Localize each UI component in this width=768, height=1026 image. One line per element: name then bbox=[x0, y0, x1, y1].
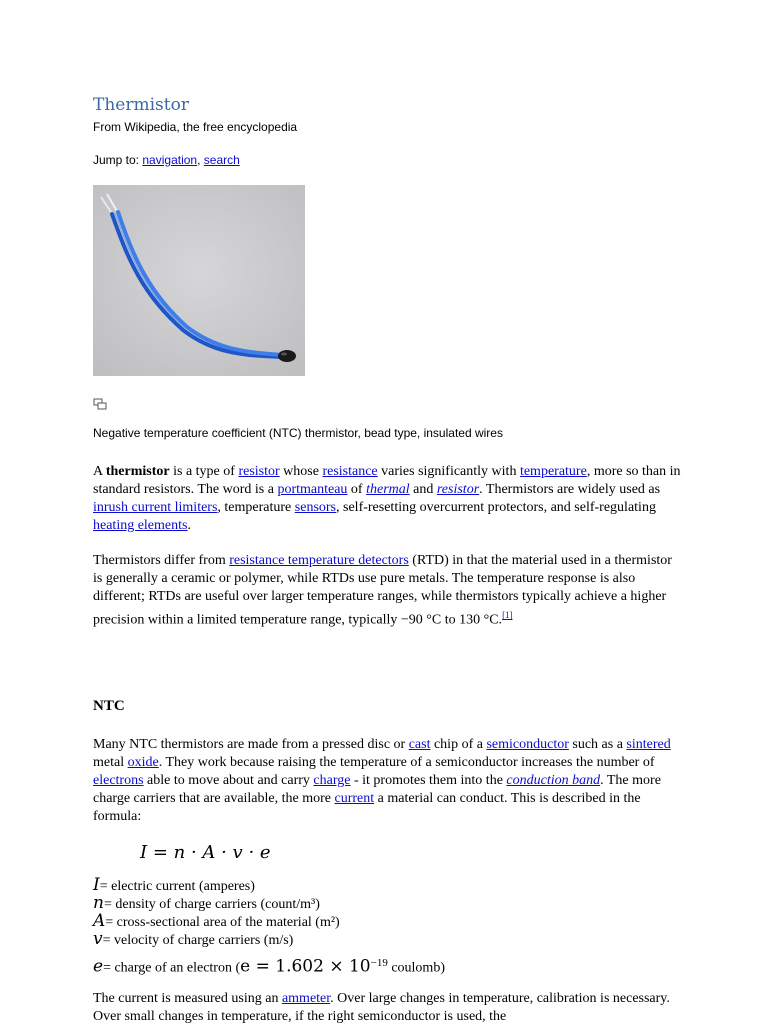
conduction-band-link[interactable]: conduction band bbox=[506, 773, 601, 788]
portmanteau-link[interactable]: portmanteau bbox=[277, 482, 348, 497]
jump-separator: , bbox=[197, 153, 201, 167]
thermistor-photo[interactable] bbox=[93, 185, 305, 376]
rtd-link[interactable]: resistance temperature detectors bbox=[229, 553, 409, 568]
jump-to-label: Jump to: bbox=[93, 153, 140, 167]
current-formula: I = n · A · v · e bbox=[140, 842, 271, 863]
resistor-link-2[interactable]: resistor bbox=[436, 482, 480, 497]
reference-1-link[interactable]: [1] bbox=[502, 610, 513, 620]
resistance-link[interactable]: resistance bbox=[322, 464, 378, 479]
section-heading-ntc: NTC bbox=[93, 698, 125, 714]
ammeter-link[interactable]: ammeter bbox=[281, 991, 331, 1006]
cast-link[interactable]: cast bbox=[408, 737, 431, 752]
thermistor-illustration bbox=[93, 185, 305, 376]
sintered-link[interactable]: sintered bbox=[626, 737, 671, 752]
resistor-link[interactable]: resistor bbox=[238, 464, 280, 479]
variable-definition: I= electric current (amperes) bbox=[93, 875, 255, 895]
current-link[interactable]: current bbox=[334, 791, 375, 806]
electron-charge-definition: e= charge of an electron ($e = 1.602 \times 10^{-19}$ coulomb) bbox=[93, 956, 445, 977]
jump-navigation-link[interactable]: navigation bbox=[142, 153, 198, 167]
site-subtitle: From Wikipedia, the free encyclopedia bbox=[93, 120, 298, 134]
oxide-link[interactable]: oxide bbox=[127, 755, 159, 770]
temperature-link[interactable]: temperature bbox=[519, 464, 587, 479]
intro-paragraph: A thermistor is a type of resistor whose resistance varies significantly with temperature, more so than in standard resistors. The word is a portmanteau of thermal and resistor. Thermistors are widely used as inrush current limiters, temperature sensors, self-resetting overcurrent protectors, and self-regulating heating elements. bbox=[93, 464, 681, 533]
jump-search-link[interactable]: search bbox=[203, 153, 240, 167]
variable-definition: n= density of charge carriers (count/m³) bbox=[93, 893, 320, 913]
charge-link[interactable]: charge bbox=[313, 773, 351, 788]
variable-definition: A= cross-sectional area of the material (m²) bbox=[93, 911, 340, 931]
sensors-link[interactable]: sensors bbox=[294, 500, 337, 515]
inrush-current-limiters-link[interactable]: inrush current limiters bbox=[93, 500, 218, 515]
electrons-link[interactable]: electrons bbox=[93, 773, 144, 788]
heating-elements-link[interactable]: heating elements bbox=[93, 518, 188, 533]
ammeter-paragraph: The current is measured using an ammeter. Over large changes in temperature, calibration is necessary. Over small changes in temperature, if the right semiconductor is used, the bbox=[93, 991, 670, 1024]
rtd-paragraph: Thermistors differ from resistance temperature detectors (RTD) in that the material used in a thermistor is generally a ceramic or polymer, while RTDs use pure metals. The temperature response is also different; RTDs are useful over larger temperature ranges, while thermistors typically achieve a higher precision within a limited temperature range, typically −90 °C to 130 °C.[1] bbox=[93, 553, 672, 628]
jump-to-bar bbox=[93, 153, 240, 167]
image-caption: Negative temperature coefficient (NTC) thermistor, bead type, insulated wires bbox=[93, 426, 503, 440]
variable-definition: v= velocity of charge carriers (m/s) bbox=[93, 929, 294, 949]
semiconductor-link[interactable]: semiconductor bbox=[486, 737, 569, 752]
variable-definitions bbox=[93, 875, 693, 977]
ntc-paragraph: Many NTC thermistors are made from a pressed disc or cast chip of a semiconductor such as a sintered metal oxide. They work because raising the temperature of a semiconductor increases the number of electrons able to move about and carry charge - it promotes them into the conduction band. The more charge carriers that are available, the more current a material can conduct. This is described in the formula: bbox=[93, 737, 671, 824]
page-title: Thermistor bbox=[93, 95, 189, 115]
thermal-link[interactable]: thermal bbox=[366, 482, 410, 497]
enlarge-icon[interactable] bbox=[93, 397, 107, 415]
